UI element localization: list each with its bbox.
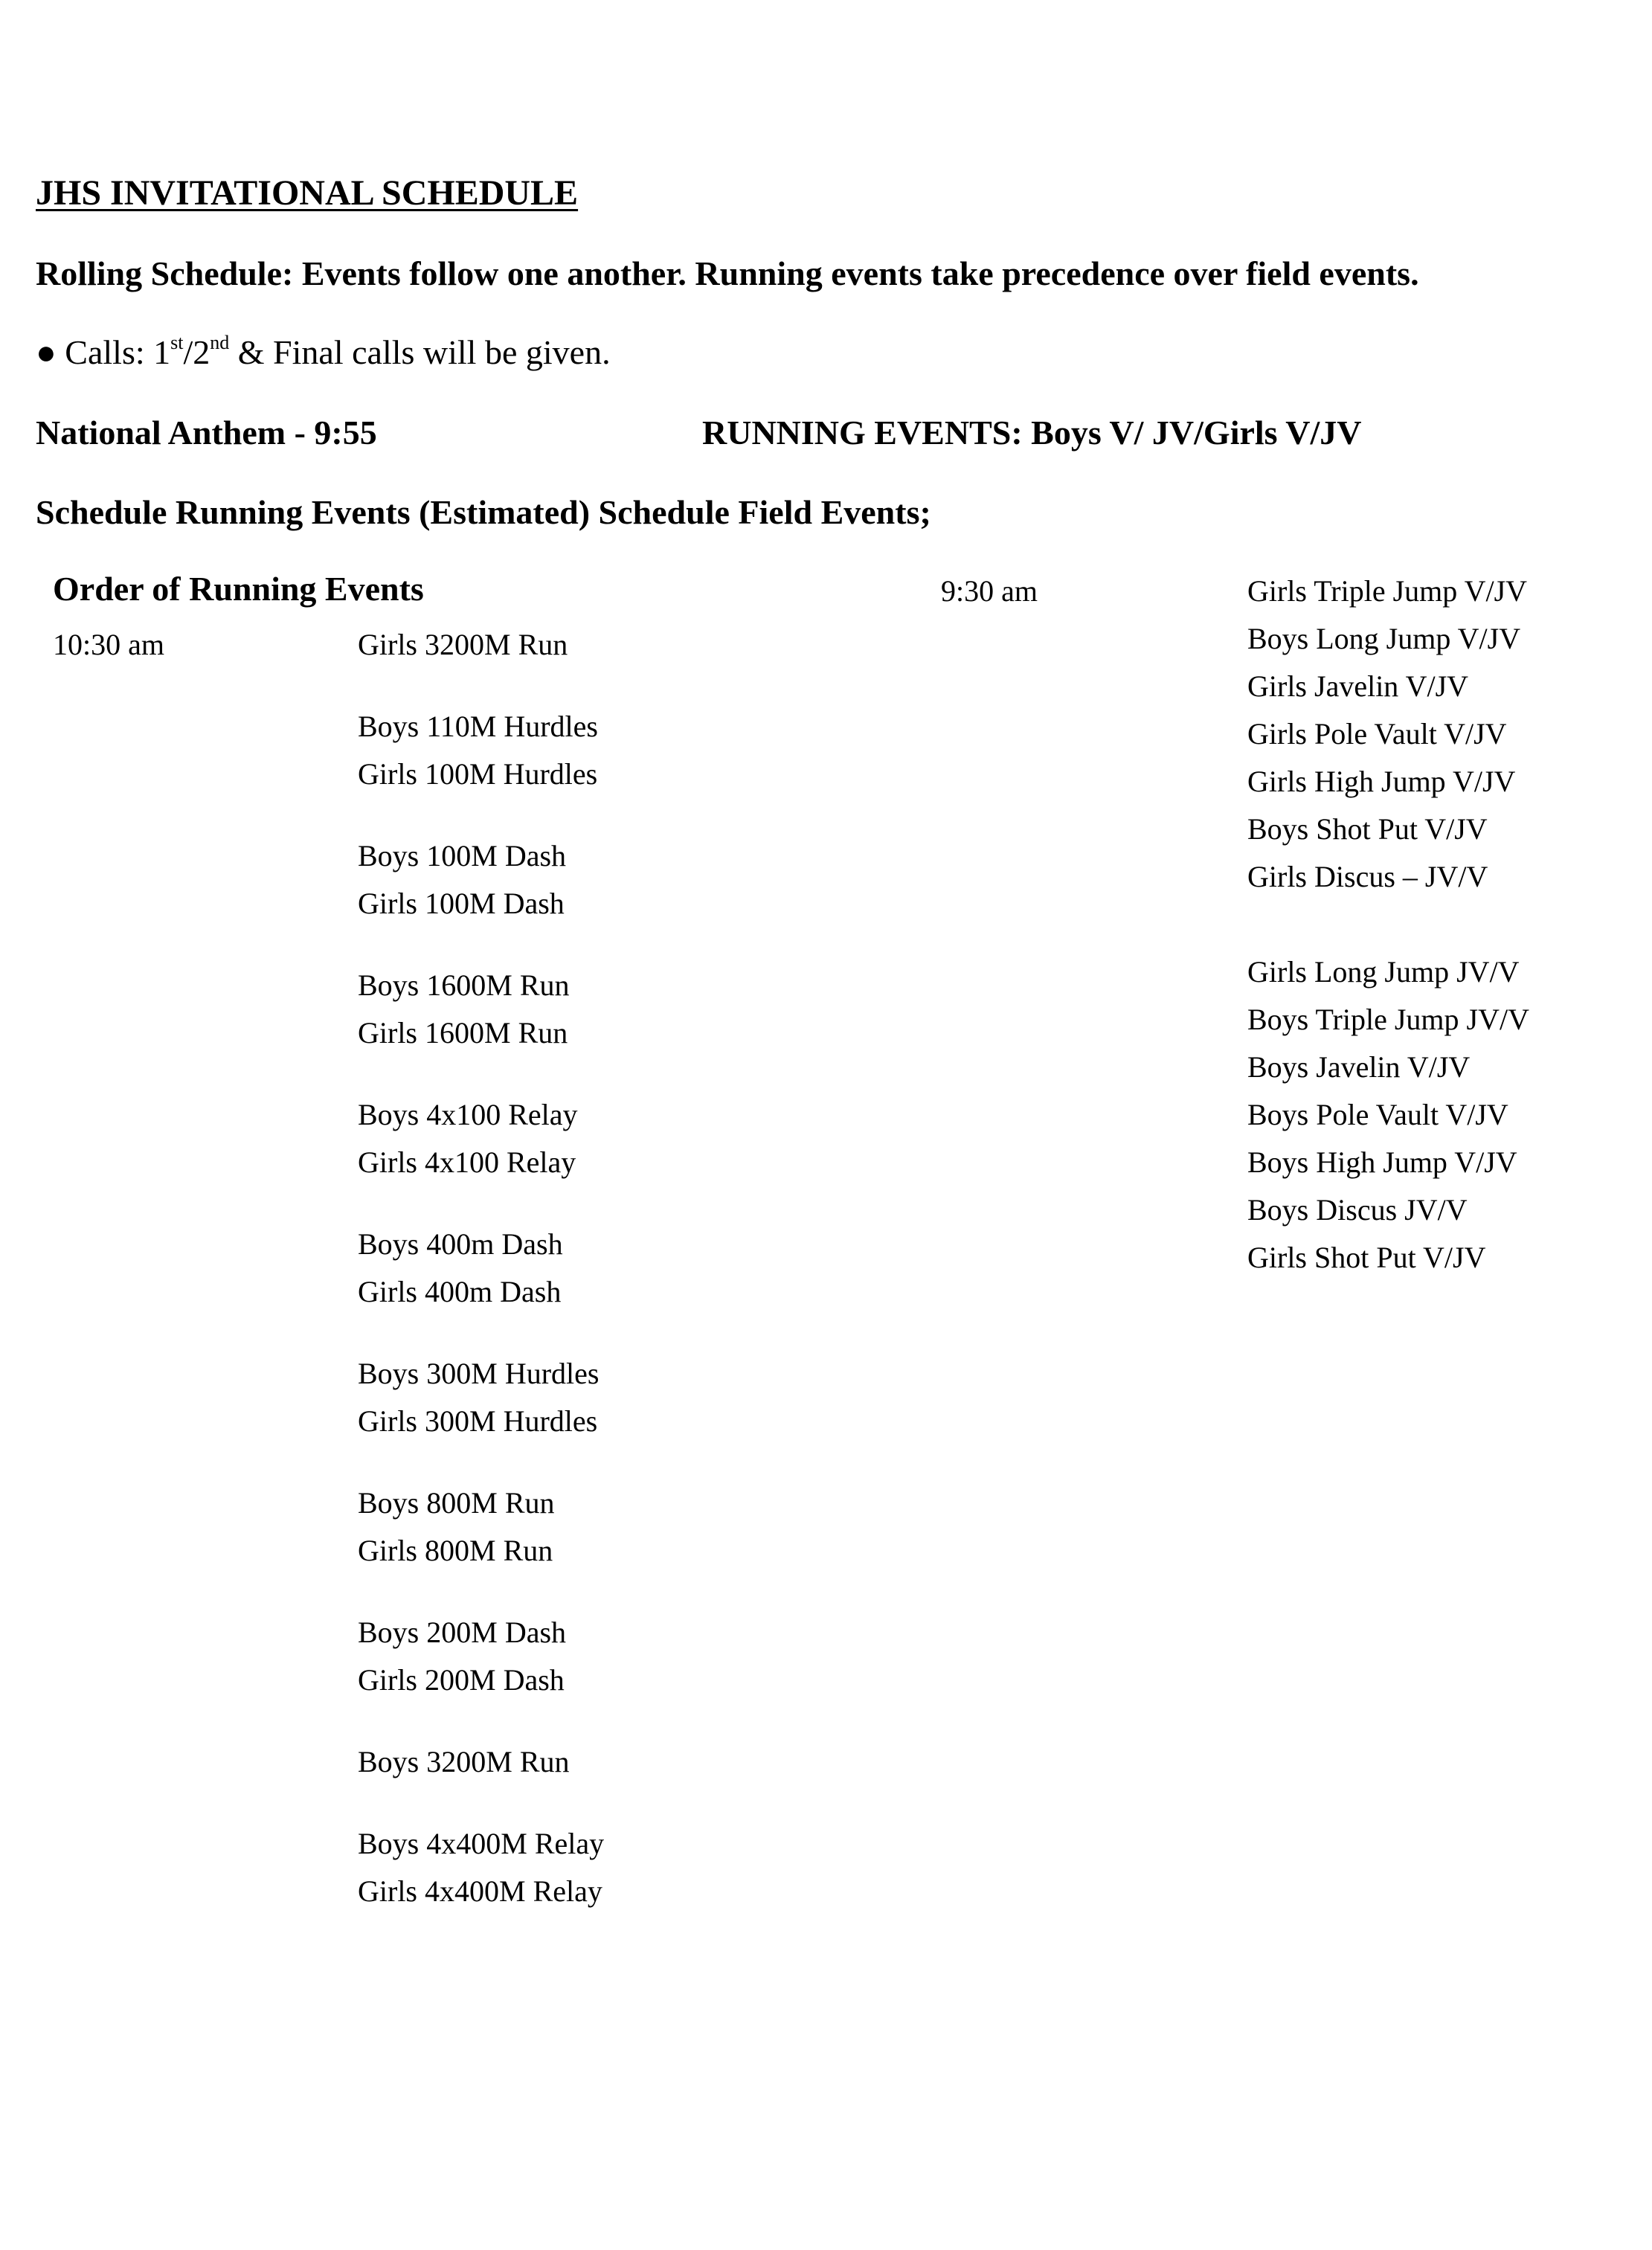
field-event: Boys Shot Put V/JV <box>1247 812 1488 846</box>
running-event: Girls 1600M Run <box>358 1016 568 1050</box>
field-event: Girls Pole Vault V/JV <box>1247 717 1507 750</box>
field-event: Boys Triple Jump JV/V <box>1247 1003 1529 1036</box>
schedule-heading: Schedule Running Events (Estimated) Schedule Field Events; <box>36 493 931 531</box>
field-event: Boys Pole Vault V/JV <box>1247 1098 1508 1131</box>
national-anthem-time: National Anthem - 9:55 <box>36 414 377 451</box>
bullet-icon: ● <box>36 333 57 371</box>
field-event: Girls Shot Put V/JV <box>1247 1241 1486 1274</box>
field-event: Girls High Jump V/JV <box>1247 765 1516 798</box>
running-event: Girls 300M Hurdles <box>358 1404 598 1438</box>
running-event: Boys 4x100 Relay <box>358 1098 578 1131</box>
field-event: Girls Javelin V/JV <box>1247 669 1469 703</box>
field-start-time: 9:30 am <box>941 574 1038 608</box>
calls-mid: /2 <box>183 333 210 371</box>
field-event: Boys Discus JV/V <box>1247 1193 1468 1227</box>
calls-sup-first: st <box>170 332 184 353</box>
rolling-schedule-note: Rolling Schedule: Events follow one another. Running events take precedence over field events. <box>36 254 1419 292</box>
running-event: Girls 3200M Run <box>358 628 568 661</box>
field-event: Girls Discus – JV/V <box>1247 860 1488 893</box>
running-event: Boys 200M Dash <box>358 1616 567 1649</box>
running-event: Boys 3200M Run <box>358 1745 570 1778</box>
running-event: Girls 100M Dash <box>358 887 565 920</box>
running-event: Boys 1600M Run <box>358 968 570 1002</box>
running-events-heading: Order of Running Events <box>53 570 424 608</box>
running-event: Boys 100M Dash <box>358 839 567 872</box>
page-title: JHS INVITATIONAL SCHEDULE <box>36 173 579 213</box>
running-event: Boys 800M Run <box>358 1486 555 1520</box>
running-event: Boys 300M Hurdles <box>358 1357 600 1390</box>
running-start-time: 10:30 am <box>53 628 164 661</box>
field-event: Boys Long Jump V/JV <box>1247 622 1521 655</box>
running-event: Girls 100M Hurdles <box>358 757 598 791</box>
running-event: Boys 4x400M Relay <box>358 1827 605 1860</box>
running-event: Boys 400m Dash <box>358 1227 563 1261</box>
calls-prefix: Calls: 1 <box>65 333 171 371</box>
calls-suffix: & Final calls will be given. <box>229 333 611 371</box>
field-event: Girls Long Jump JV/V <box>1247 955 1520 989</box>
running-event: Boys 110M Hurdles <box>358 710 598 743</box>
running-events-divisions: RUNNING EVENTS: Boys V/ JV/Girls V/JV <box>702 414 1362 451</box>
field-event: Boys High Jump V/JV <box>1247 1145 1517 1179</box>
field-event: Boys Javelin V/JV <box>1247 1050 1471 1084</box>
calls-note <box>36 332 611 372</box>
calls-sup-second: nd <box>210 332 230 353</box>
running-event: Girls 800M Run <box>358 1534 553 1567</box>
running-event: Girls 200M Dash <box>358 1663 565 1697</box>
running-event: Girls 400m Dash <box>358 1275 562 1308</box>
running-event: Girls 4x400M Relay <box>358 1874 602 1908</box>
field-event: Girls Triple Jump V/JV <box>1247 574 1528 608</box>
running-event: Girls 4x100 Relay <box>358 1145 576 1179</box>
